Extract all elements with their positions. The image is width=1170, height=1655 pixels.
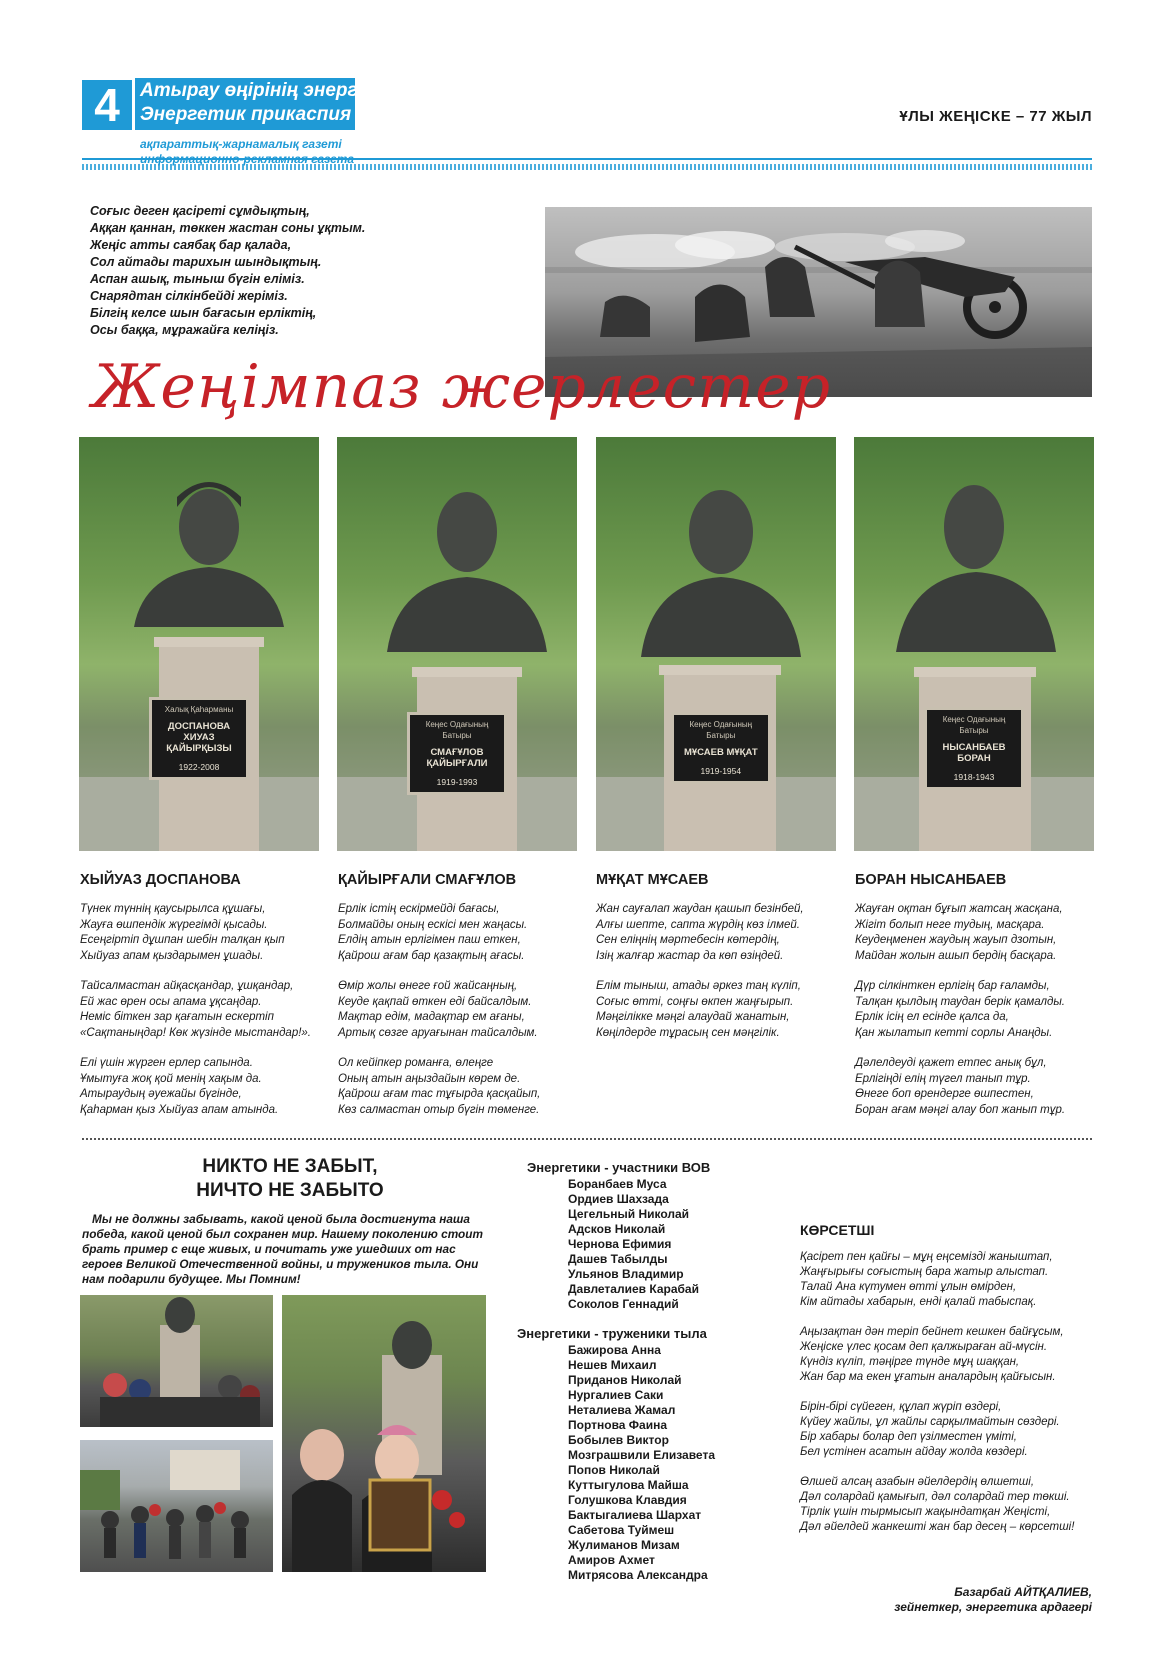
poem-line: Ей жас өрен осы апама ұқсаңдар. [80, 995, 262, 1008]
subtitle-kz: ақпараттық-жарнамалық газеті [140, 137, 342, 151]
home-front-heading: Энергетики - труженики тыла [517, 1326, 707, 1341]
intro-poem [90, 203, 510, 339]
veterans-list [568, 1177, 699, 1312]
march-photo [80, 1440, 273, 1572]
poem-line: Өмір жолы өнеге ғой жайсаңның, [338, 980, 518, 992]
logo-title-ru: Энергетик прикаспия [140, 104, 352, 125]
poem-line: Жауған оқтан бұғып жатсаң жасқана, [855, 903, 1063, 915]
list-item: Ордиев Шахзада [568, 1192, 669, 1206]
hero-poem [338, 902, 583, 1118]
list-item: Ульянов Владимир [568, 1267, 684, 1281]
list-item: Бажирова Анна [568, 1343, 661, 1357]
poem-line: Есеңгіртіп дұшпан шебін талқан қып [80, 934, 285, 946]
poem-line: Кеудеңменен жаудың жауып дзотын, [855, 934, 1057, 946]
plaque-years: 1919-1993 [436, 777, 478, 787]
poem-line: Хыйуаз апам қыздарымен ұшады. [80, 949, 264, 962]
poem-line: Ерлігіңді елің түгел танып тұр. [855, 1072, 1031, 1085]
list-item: Нешев Михаил [568, 1358, 657, 1372]
poem-line: Қаһарман қыз Хыйуаз апам атында. [80, 1103, 279, 1116]
poem-line: Күйеу жайлы, ұл жайлы сарқылмайтын сөздері. [800, 1416, 1060, 1428]
plaque [407, 712, 507, 795]
ru-lead: Мы не должны забывать, какой ценой была достигнута наша победа, какой ценой был сохранен мир. Нашему поколению стоит брать пример с еще живых, и почитать уже ушедших от нас героев Великой Отечественной войны, и тружеников тыла. Они нам подарили будущее. Мы Помним! [82, 1212, 483, 1286]
plaque-title: Кеңес Одағының Батыры [942, 715, 1006, 735]
poem-line: Осы баққа, мұражайға келіңіз. [90, 323, 279, 337]
ru-headline-line: НИКТО НЕ ЗАБЫТ, [202, 1156, 378, 1177]
poem-line: Соғыс деген қасіреті сұмдықтың, [90, 204, 310, 218]
list-item: Жулиманов Мизам [568, 1538, 680, 1552]
poem-line: Қайрош ағам бар қазақтың ағасы. [338, 949, 525, 962]
poem-line: Елдің атын ерлігімен паш еткен, [338, 934, 521, 946]
poem-line: Сол айтады тарихын шындықтың. [90, 255, 322, 269]
plaque-years: 1922-2008 [178, 762, 220, 772]
stanza-gap [80, 964, 325, 979]
ru-headline-line: НИЧТО НЕ ЗАБЫТО [196, 1180, 384, 1201]
hero-poem [855, 902, 1100, 1118]
poem-line: Жігіт болып неге тудың, масқара. [855, 918, 1045, 931]
poem-line: Боран ағам мәңгі алау боп жанып тұр. [855, 1103, 1066, 1116]
stanza-gap [855, 1041, 1100, 1056]
poem-line: Ұмытуға жоқ қой менің хақым да. [80, 1072, 262, 1085]
author-name: Базарбай АЙТҚАЛИЕВ, [954, 1585, 1092, 1599]
poem-line: Түнек түннің қаусырылса құшағы, [80, 903, 266, 915]
stanza-gap [800, 1385, 1100, 1400]
poem-line: «Сақтаныңдар! Көк жүзінде мыстандар!». [80, 1026, 311, 1039]
bust-photo [854, 437, 1094, 851]
poem-line: Дәл солардай қамығып, дәл солардай тер төкші. [800, 1491, 1070, 1503]
plaque [924, 707, 1024, 790]
plaque-years: 1919-1954 [700, 766, 742, 776]
korsetshi-poem [800, 1250, 1100, 1535]
poem-line: Талқан қылдың таудан берік қамалды. [855, 995, 1065, 1008]
veteran-photo [282, 1295, 486, 1572]
list-item: Портнова Фаина [568, 1418, 668, 1432]
poem-line: Дәлелдеуді қажет етпес анық бұл, [855, 1057, 1047, 1069]
list-item: Давлеталиев Карабай [568, 1282, 699, 1296]
hero-name: МҰҚАТ МҰСАЕВ [596, 872, 709, 888]
author-signature [894, 1585, 1092, 1615]
stanza-gap [338, 964, 583, 979]
photo-illustration [80, 1295, 273, 1427]
poem-line: Өнеге боп өрендерге өшпестен, [855, 1088, 1034, 1100]
list-item: Соколов Геннадий [568, 1297, 679, 1311]
poem-line: Бел үстінен асатын айдау жолда көздері. [800, 1446, 1028, 1458]
stanza-gap [800, 1310, 1100, 1325]
stanza-gap [855, 964, 1100, 979]
bust-photo [596, 437, 836, 851]
list-item: Неталиева Жамал [568, 1403, 676, 1417]
poem-line: Мәңгілікке мәңгі алаудай жанатын, [596, 1011, 790, 1023]
list-item: Куттыгулова Майша [568, 1478, 689, 1492]
poem-line: Күндіз күліп, тәңірге түнде мұң шаққан, [800, 1356, 1020, 1368]
plaque-title: Кеңес Одағының Батыры [425, 720, 489, 740]
stanza-gap [596, 964, 841, 979]
poem-line: Ол кейіпкер романға, өлеңге [338, 1057, 494, 1069]
poem-line: Өлшей алсаң азабын әйелдердің өлшетші, [800, 1476, 1035, 1488]
poem-line: Снарядтан сілкінбейді жеріміз. [90, 289, 288, 303]
list-item: Боранбаев Муса [568, 1177, 667, 1191]
list-item: Попов Николай [568, 1463, 660, 1477]
photo-illustration [282, 1295, 486, 1572]
page-number: 4 [82, 80, 132, 130]
poem-line: Елі үшін жүрген ерлер сапында. [80, 1057, 253, 1069]
poem-line: Неміс біткен зар қағатын ескертіп [80, 1011, 274, 1023]
poem-line: Атыраудың әуежайы бүгінде, [80, 1088, 242, 1100]
logo-title-kz: Атырау өңірінің энергетигі [140, 80, 412, 101]
plaque-years: 1918-1943 [953, 772, 995, 782]
bust-photo [337, 437, 577, 851]
poem-line: Кеуде қақпай өткен еді байсалдым. [338, 995, 532, 1008]
hero-name: БОРАН НЫСАНБАЕВ [855, 872, 1007, 888]
stanza-gap [338, 1041, 583, 1056]
korsetshi-title: КӨРСЕТШІ [800, 1222, 875, 1238]
plaque-name: ДОСПАНОВА ХИУАЗ ҚАЙЫРҚЫЗЫ [166, 721, 232, 754]
poem-line: Артық сөзге аруағынан тайсалдым. [338, 1026, 538, 1039]
poem-line: Жаңғырығы соғыстың бара жатыр алыстап. [800, 1266, 1049, 1278]
poem-line: Майдан жолын ашып бердің басқара. [855, 949, 1057, 962]
poem-line: Көз салмастан отыр бүгін төменге. [338, 1103, 540, 1116]
section-divider [82, 1138, 1092, 1140]
plaque-title: Кеңес Одағының Батыры [689, 720, 753, 740]
plaque [149, 697, 249, 780]
home-front-list [568, 1343, 715, 1583]
veterans-heading: Энергетики - участники ВОВ [527, 1160, 711, 1175]
poem-line: Білгің келсе шын бағасын ерліктің, [90, 306, 317, 320]
stanza-gap [800, 1460, 1100, 1475]
photo-illustration [80, 1440, 273, 1572]
poem-line: Жауға өшпендік жүрегімді қысады. [80, 918, 268, 931]
plaque-name: СМАҒҰЛОВ ҚАЙЫРҒАЛИ [426, 747, 488, 769]
poem-line: Жан бар ма екен ұғатын аналардың қайғысын. [800, 1371, 1056, 1383]
poem-line: Қан жылатып кетті сорлы Анаңды. [855, 1026, 1053, 1039]
poem-line: Қайрош ағам тас тұғырда қасқайып, [338, 1088, 541, 1100]
hero-poem [80, 902, 325, 1118]
plaque [671, 712, 771, 784]
hero-name: ХЫЙУАЗ ДОСПАНОВА [80, 872, 241, 888]
list-item: Нургалиев Саки [568, 1388, 664, 1402]
memorial-photo [80, 1295, 273, 1427]
poem-line: Оның атын аңыздайын көрем де. [338, 1072, 521, 1085]
list-item: Бактыгалиева Шархат [568, 1508, 702, 1522]
header-rule-pattern [82, 164, 1092, 170]
poem-line: Елім тыныш, атады әркез таң күліп, [596, 980, 801, 992]
list-item: Бобылев Виктор [568, 1433, 669, 1447]
poem-line: Бір хабары болар деп үзілместен үміті, [800, 1431, 1017, 1443]
poem-line: Жеңіс атты саябақ бар қалада, [90, 238, 292, 252]
poem-line: Дүр сілкінткен ерлігің бар ғаламды, [855, 980, 1050, 992]
list-item: Митрясова Александра [568, 1568, 708, 1582]
bust-illustration [79, 437, 319, 851]
poem-line: Ізің жалғар жастар да көп өзіңдей. [596, 949, 784, 962]
poem-line: Алғы шепте, сапта жүрдің көз ілмей. [596, 918, 800, 931]
header-rule [82, 158, 1092, 160]
bust-illustration [596, 437, 836, 851]
section-kicker: ҰЛЫ ЖЕҢІСКЕ – 77 ЖЫЛ [899, 108, 1092, 125]
poem-line: Қасірет пен қайғы – мұң еңсемізді жаныштап, [800, 1251, 1053, 1263]
poem-line: Мақтар едім, мадақтар ем ағаны, [338, 1011, 525, 1023]
poem-line: Ерлік ісің ел есінде қалса да, [855, 1011, 1009, 1023]
poem-line: Көңілдерде тұрасың сен мәңгілік. [596, 1026, 780, 1039]
poem-line: Жеңіске үлес қосам деп қалжыраған ай-мүсін. [800, 1341, 1048, 1353]
poem-line: Дәл әйелдей жанкешті жан бар десең – көрсетші! [800, 1521, 1075, 1533]
list-item: Приданов Николай [568, 1373, 682, 1387]
poem-line: Аңызақтан дән теріп бейнет кешкен байғұсым, [800, 1326, 1064, 1338]
poem-line: Болмайды оның ескісі мен жаңасы. [338, 918, 528, 931]
poem-line: Тірлік үшін тырмысып жақындатқан Жеңісті, [800, 1506, 1051, 1518]
main-title: Жеңімпаз жерлестер [92, 352, 832, 422]
poem-line: Сен еліңнің мәртебесін көтердің, [596, 934, 780, 946]
list-item: Цегельный Николай [568, 1207, 690, 1221]
plaque-title: Халық Қаһарманы [164, 705, 234, 714]
poem-line: Талай Ана күтумен өтті ұлын өмірден, [800, 1281, 1017, 1293]
poem-line: Бірін-бірі сүйеген, құлап жүріп өздері, [800, 1401, 1002, 1413]
poem-line: Соғыс өтті, соңғы өкпен жаңғырып. [596, 995, 794, 1008]
plaque-name: НЫСАНБАЕВ БОРАН [942, 742, 1006, 764]
list-item: Амиров Ахмет [568, 1553, 655, 1567]
list-item: Мозграшвили Елизавета [568, 1448, 715, 1462]
poem-line: Кім айтады хабарын, енді қалай табыспақ. [800, 1296, 1037, 1308]
poem-line: Аспан ашық, тыныш бүгін еліміз. [90, 272, 305, 286]
hero-poem [596, 902, 841, 1041]
list-item: Адсков Николай [568, 1222, 666, 1236]
hero-name: ҚАЙЫРҒАЛИ СМАҒҰЛОВ [338, 872, 517, 888]
stanza-gap [80, 1041, 325, 1056]
plaque-name: МҰСАЕВ МҰҚАТ [683, 747, 758, 758]
bust-photo [79, 437, 319, 851]
list-item: Чернова Ефимия [568, 1237, 672, 1251]
poem-line: Тайсалмастан айқасқандар, ұшқандар, [80, 980, 294, 992]
list-item: Сабетова Туймеш [568, 1523, 675, 1537]
poem-line: Аққан қаннан, төккен жастан соны ұқтым. [90, 221, 366, 235]
poem-line: Жан сауғалап жаудан қашып безінбей, [596, 903, 804, 915]
list-item: Дашев Табылды [568, 1252, 668, 1266]
poem-line: Ерлік істің ескірмейді бағасы, [338, 903, 500, 915]
ru-headline [95, 1155, 485, 1203]
list-item: Голушкова Клавдия [568, 1493, 687, 1507]
author-title: зейнеткер, энергетика ардагері [894, 1600, 1092, 1614]
